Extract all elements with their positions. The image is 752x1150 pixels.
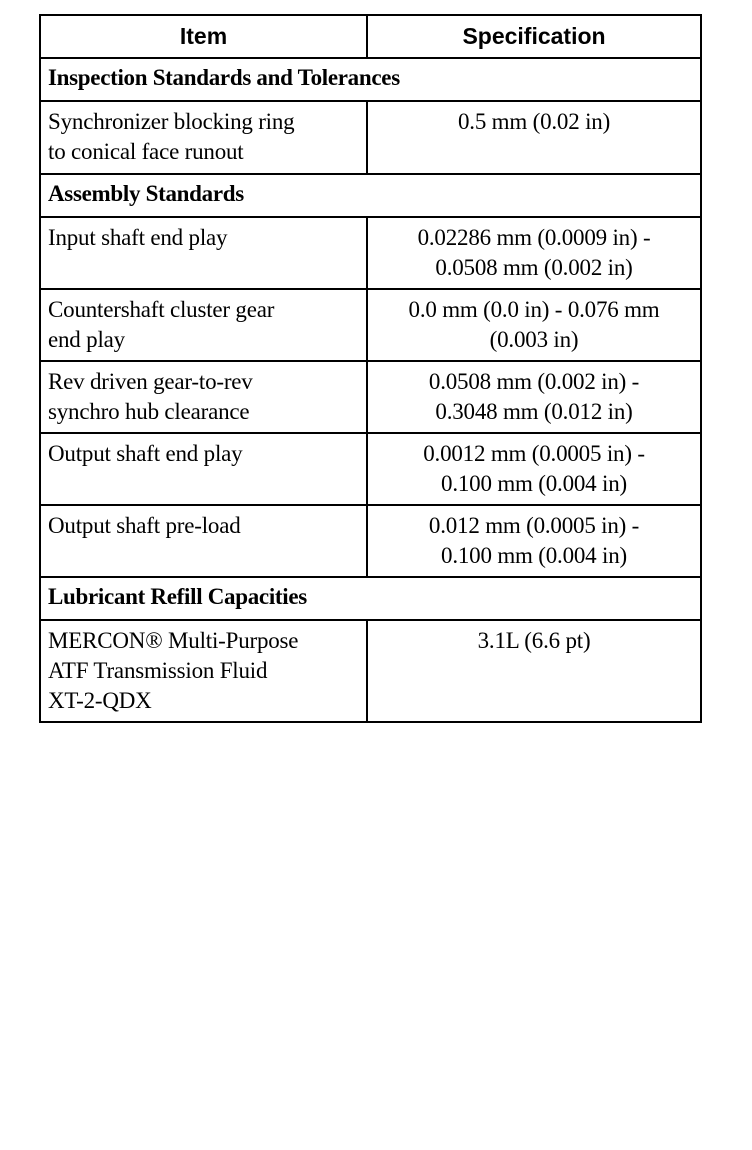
spec-cell xyxy=(367,361,701,433)
item-cell xyxy=(40,289,367,361)
item-text: synchro hub clearance xyxy=(48,399,250,424)
item-text: MERCON® Multi-Purpose xyxy=(48,628,299,653)
section-row xyxy=(40,577,701,620)
spec-cell xyxy=(367,433,701,505)
table-row xyxy=(40,505,701,577)
spec-text: 0.0 mm (0.0 in) - 0.076 mm xyxy=(408,297,660,322)
spec-cell xyxy=(367,620,701,722)
table-row xyxy=(40,217,701,289)
item-text: XT-2-QDX xyxy=(48,688,152,713)
spec-cell xyxy=(367,217,701,289)
item-cell xyxy=(40,361,367,433)
spec-text: 0.3048 mm (0.012 in) xyxy=(435,399,633,424)
item-text: Countershaft cluster gear xyxy=(48,297,275,322)
specification-table xyxy=(39,14,702,723)
spec-text: 0.100 mm (0.004 in) xyxy=(441,471,627,496)
item-column-header: Item xyxy=(40,15,367,58)
spec-text: 0.012 mm (0.0005 in) - xyxy=(428,513,640,538)
table-row xyxy=(40,361,701,433)
table-row xyxy=(40,101,701,174)
spec-text: 0.0508 mm (0.002 in) xyxy=(435,255,633,280)
item-text: Input shaft end play xyxy=(48,225,228,250)
section-title-inspection: Inspection Standards and Tolerances xyxy=(40,58,701,101)
item-cell xyxy=(40,620,367,722)
table-row xyxy=(40,433,701,505)
item-cell xyxy=(40,505,367,577)
section-row xyxy=(40,58,701,101)
item-text: end play xyxy=(48,327,125,352)
spec-text: 0.100 mm (0.004 in) xyxy=(441,543,627,568)
item-text: ATF Transmission Fluid xyxy=(48,658,268,683)
spec-text: 0.0012 mm (0.0005 in) - xyxy=(423,441,645,466)
item-text: to conical face runout xyxy=(48,139,244,164)
table-header-row xyxy=(40,15,701,58)
spec-cell xyxy=(367,101,701,174)
item-text: Output shaft end play xyxy=(48,441,243,466)
item-text: Output shaft pre-load xyxy=(48,513,241,538)
spec-text: 0.0508 mm (0.002 in) - xyxy=(428,369,640,394)
section-title-assembly: Assembly Standards xyxy=(40,174,701,217)
section-title-lubricant: Lubricant Refill Capacities xyxy=(40,577,701,620)
item-cell xyxy=(40,217,367,289)
item-text: Rev driven gear-to-rev xyxy=(48,369,253,394)
spec-cell xyxy=(367,505,701,577)
item-cell xyxy=(40,433,367,505)
specification-column-header: Specification xyxy=(367,15,701,58)
table-row xyxy=(40,289,701,361)
section-row xyxy=(40,174,701,217)
spec-text: 0.02286 mm (0.0009 in) - xyxy=(417,225,651,250)
item-text: Synchronizer blocking ring xyxy=(48,109,295,134)
spec-text: (0.003 in) xyxy=(489,327,579,352)
spec-cell xyxy=(367,289,701,361)
item-cell xyxy=(40,101,367,174)
table-row xyxy=(40,620,701,722)
spec-text: 0.5 mm (0.02 in) xyxy=(457,109,611,134)
spec-text: 3.1L (6.6 pt) xyxy=(477,628,591,653)
